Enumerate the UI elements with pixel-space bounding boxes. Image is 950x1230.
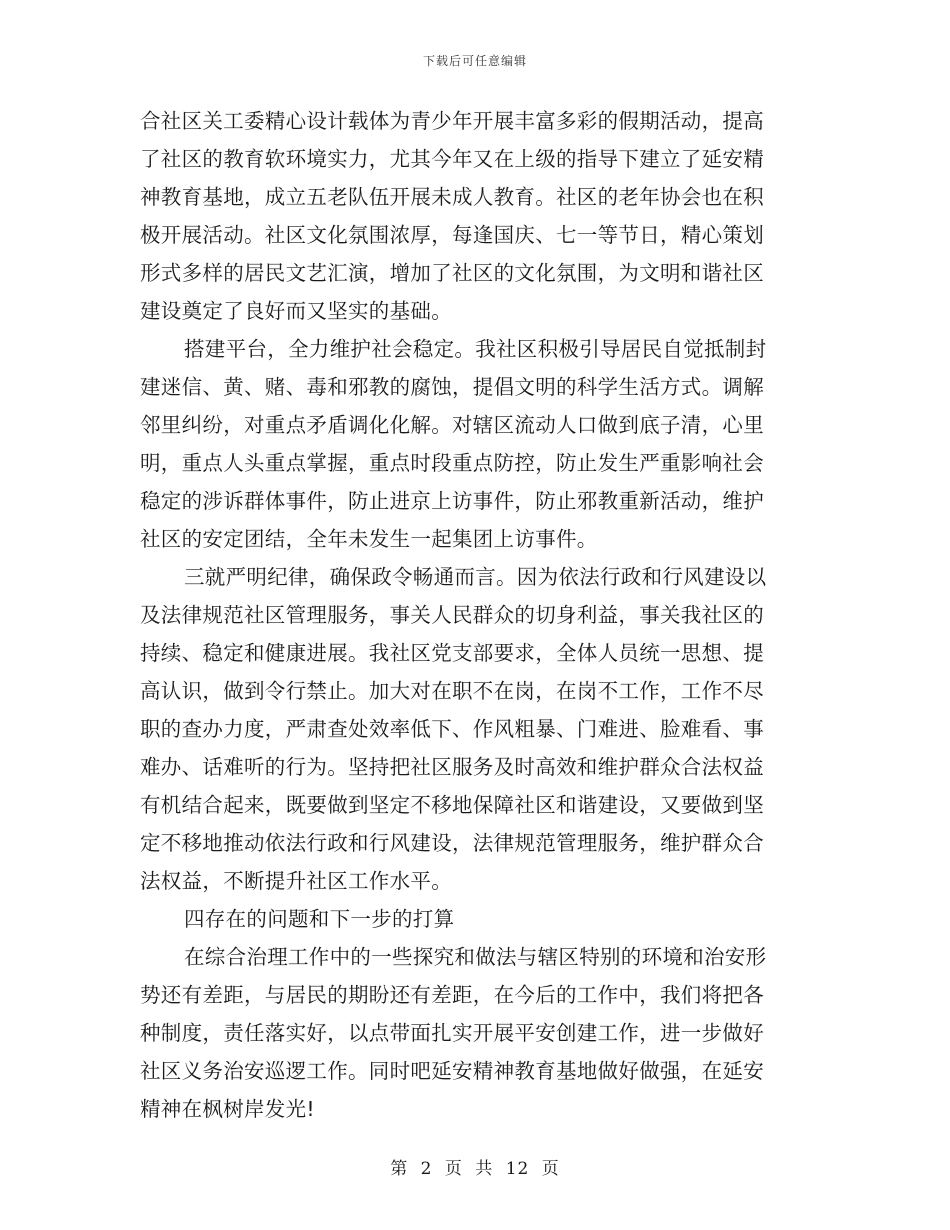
text-line: 了社区的教育软环境实力，尤其今年又在上级的指导下建立了延安精 [140,147,764,171]
text-line: 神教育基地，成立五老队伍开展未成人教育。社区的老年协会也在积 [140,185,764,209]
text-line: 有机结合起来，既要做到坚定不移地保障社区和谐建设，又要做到坚 [140,793,764,817]
text-line: 搭建平台，全力维护社会稳定。我社区积极引导居民自觉抵制封 [184,337,767,361]
text-line: 四存在的问题和下一步的打算 [184,907,455,931]
text-line: 稳定的涉诉群体事件，防止进京上访事件，防止邪教重新活动，维护 [140,489,764,513]
text-line: 法权益，不断提升社区工作水平。 [140,869,452,893]
text-line: 形式多样的居民文艺汇演，增加了社区的文化氛围，为文明和谐社区 [140,261,764,285]
text-line: 定不移地推动依法行政和行风建设，法律规范管理服务，维护群众合 [140,831,764,855]
text-line: 持续、稳定和健康进展。我社区党支部要求，全体人员统一思想、提 [140,641,764,665]
text-line: 职的查办力度，严肃查处效率低下、作风粗暴、门难进、脸难看、事 [140,717,764,741]
text-line: 建设奠定了良好而又坚实的基础。 [140,299,452,323]
text-line: 难办、话难听的行为。坚持把社区服务及时高效和维护群众合法权益 [140,755,764,779]
text-line: 种制度，责任落实好，以点带面扎实开展平安创建工作，进一步做好 [140,1021,764,1045]
text-line: 明，重点人头重点掌握，重点时段重点防控，防止发生严重影响社会 [140,451,764,475]
text-line: 势还有差距，与居民的期盼还有差距，在今后的工作中，我们将把各 [140,983,764,1007]
text-line: 极开展活动。社区文化氛围浓厚，每逢国庆、七一等节日，精心策划 [140,223,764,247]
text-line: 三就严明纪律，确保政令畅通而言。因为依法行政和行风建设以 [184,565,767,589]
text-line: 高认识，做到令行禁止。加大对在职不在岗，在岗不工作，工作不尽 [140,679,764,703]
text-line: 合社区关工委精心设计载体为青少年开展丰富多彩的假期活动，提高 [140,109,764,133]
page-number: 第 2 页 共 12 页 [390,1159,560,1179]
text-line: 社区义务治安巡逻工作。同时吧延安精神教育基地做好做强，在延安 [140,1059,764,1083]
text-line: 在综合治理工作中的一些探究和做法与辖区特别的环境和治安形 [184,945,767,969]
text-line: 建迷信、黄、赌、毒和邪教的腐蚀，提倡文明的科学生活方式。调解 [140,375,764,399]
text-line: 及法律规范社区管理服务，事关人民群众的切身利益，事关我社区的 [140,603,764,627]
document-body [140,102,800,1128]
header-note: 下载后可任意编辑 [422,54,527,68]
text-line: 邻里纠纷，对重点矛盾调化化解。对辖区流动人口做到底子清，心里 [140,413,764,437]
text-line: 社区的安定团结，全年未发生一起集团上访事件。 [140,527,598,551]
text-line: 精神在枫树岸发光! [140,1097,315,1121]
